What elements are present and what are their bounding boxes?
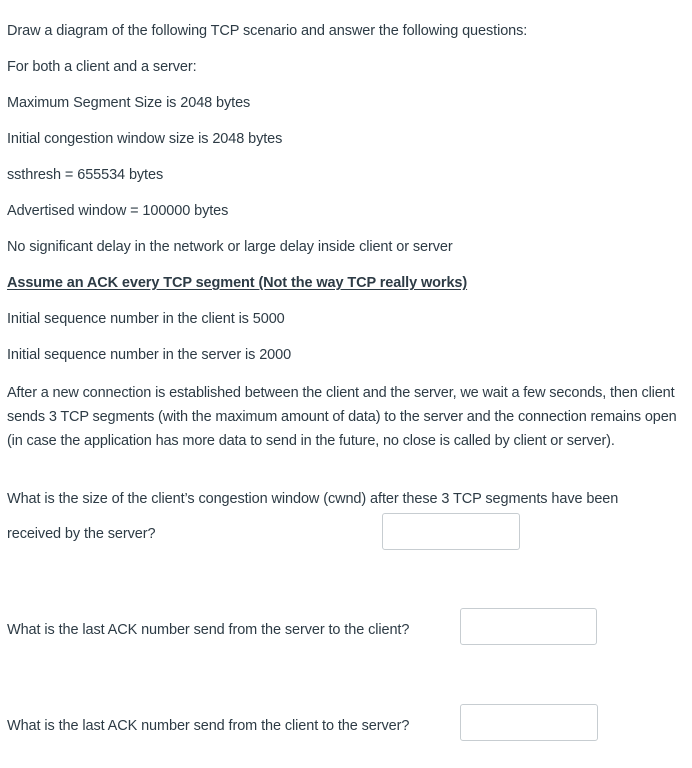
assumption-text: Assume an ACK every TCP segment (Not the way TCP really works) <box>7 275 468 291</box>
question-1-line-1: What is the size of the client’s congestion window (cwnd) after these 3 TCP segments have been <box>7 491 619 507</box>
scenario-text: After a new connection is established between the client and the server, we wait a few seconds, then client sends 3 TCP segments (with the maximum amount of data) to the server and the connection remains open (in case the application has more data to send in the future, no close is called by client or server). <box>7 385 677 449</box>
client-isn-text: Initial sequence number in the client is 5000 <box>7 311 285 327</box>
param-ssthresh: ssthresh = 655534 bytes <box>7 167 164 183</box>
param-initial-cwnd: Initial congestion window size is 2048 bytes <box>7 131 283 147</box>
question-3-text: What is the last ACK number send from the client to the server? <box>7 718 410 734</box>
param-mss: Maximum Segment Size is 2048 bytes <box>7 95 251 111</box>
client-ack-answer-input[interactable] <box>460 704 598 741</box>
question-2-text: What is the last ACK number send from the server to the client? <box>7 622 410 638</box>
param-advertised-window: Advertised window = 100000 bytes <box>7 203 229 219</box>
question-1-line-2: received by the server? <box>7 526 156 542</box>
server-isn-text: Initial sequence number in the server is 2000 <box>7 347 292 363</box>
for-both-text: For both a client and a server: <box>7 59 197 75</box>
cwnd-answer-input[interactable] <box>382 513 520 550</box>
param-delay: No significant delay in the network or large delay inside client or server <box>7 239 453 255</box>
server-ack-answer-input[interactable] <box>460 608 597 645</box>
intro-text: Draw a diagram of the following TCP scenario and answer the following questions: <box>7 23 528 39</box>
